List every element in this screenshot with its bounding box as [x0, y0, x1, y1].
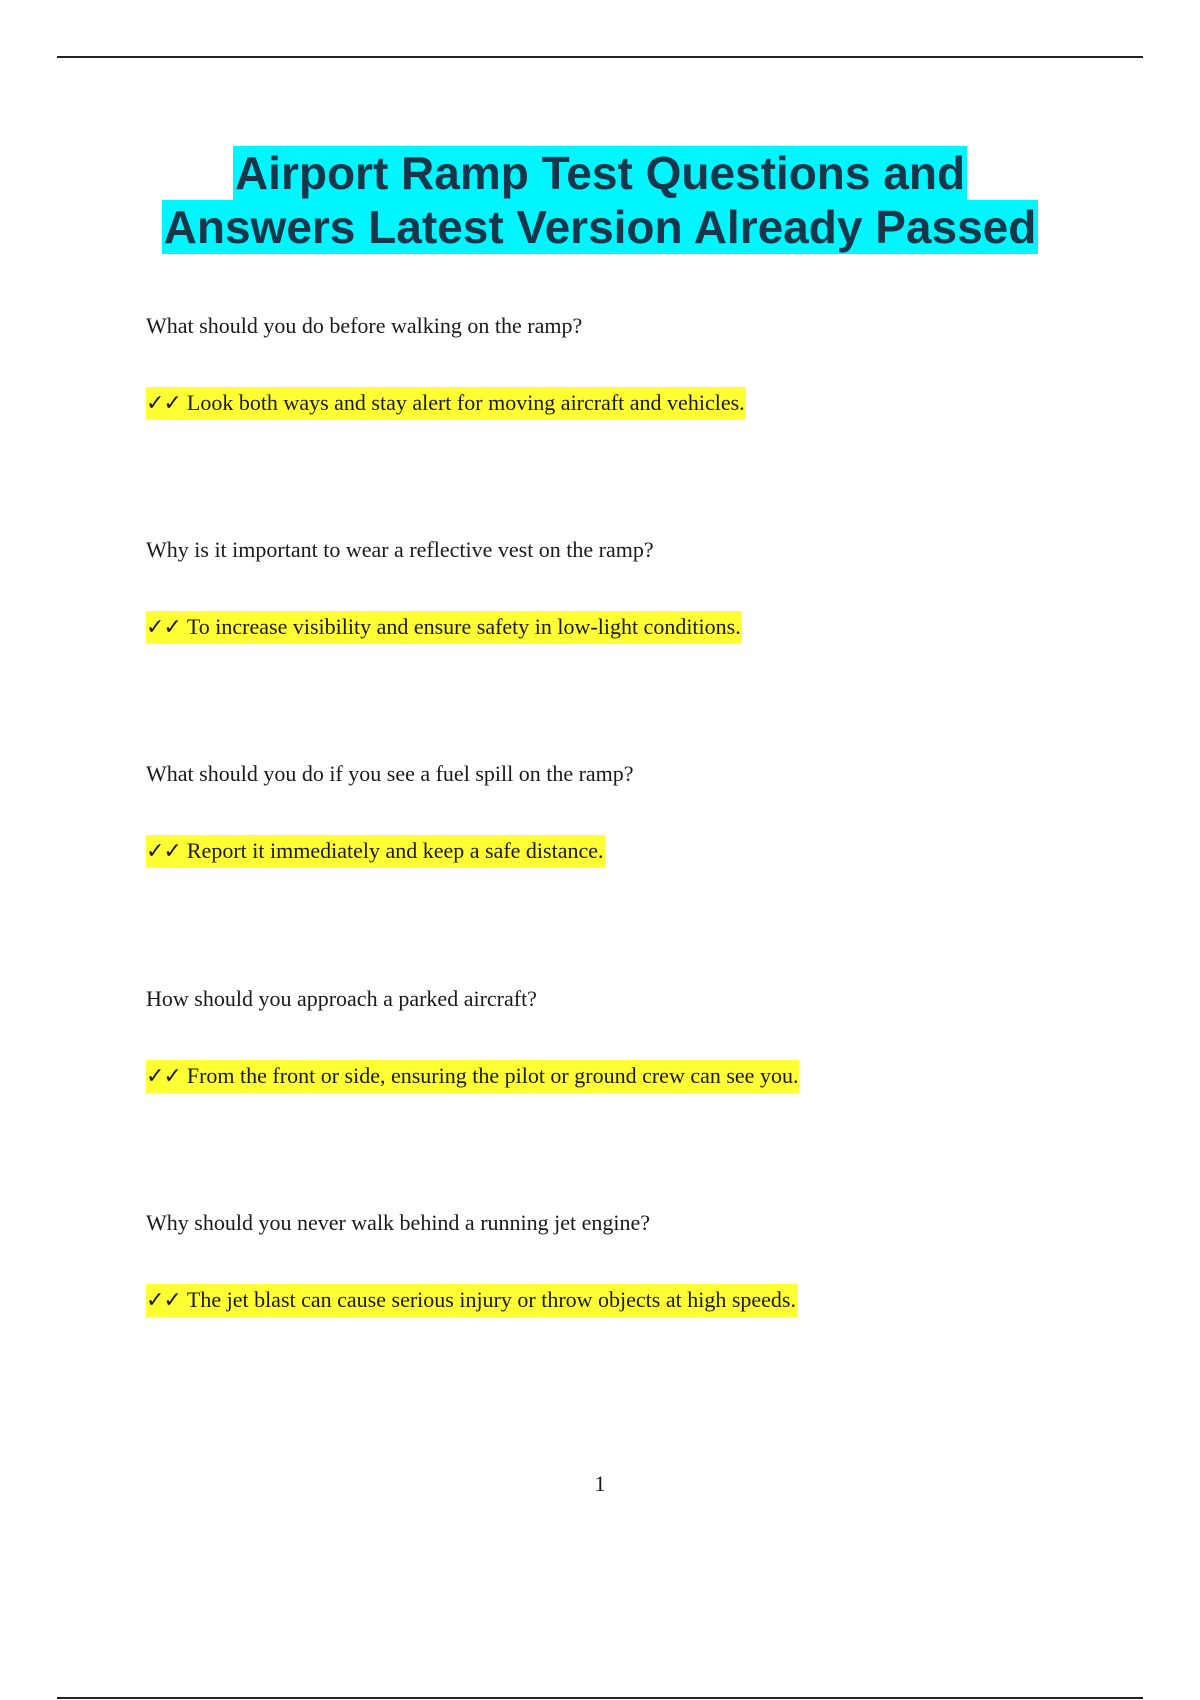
question-text: Why should you never walk behind a running jet engine? [146, 1210, 651, 1235]
document-title [0, 146, 1200, 254]
answer-text [146, 1060, 799, 1093]
qa-item-5 [146, 1209, 1106, 1313]
answer-label: From the front or side, ensuring the pilot or ground crew can see you. [186, 1063, 799, 1088]
check-mark-icon: ✓✓ [146, 839, 181, 864]
check-mark-icon: ✓✓ [146, 1064, 181, 1089]
question-text: What should you do before walking on the ramp? [146, 313, 583, 338]
answer-text [146, 835, 605, 868]
answer-label: The jet blast can cause serious injury or throw objects at high speeds. [186, 1287, 796, 1312]
qa-item-4 [146, 985, 1106, 1089]
qa-item-3 [146, 760, 1106, 864]
check-mark-icon: ✓✓ [146, 1288, 181, 1313]
title-line-2: Answers Latest Version Already Passed [163, 201, 1037, 253]
check-mark-icon: ✓✓ [146, 391, 181, 416]
answer-label: To increase visibility and ensure safety in low-light conditions. [186, 614, 741, 639]
answer-label: Report it immediately and keep a safe distance. [186, 838, 604, 863]
top-rule [57, 56, 1143, 58]
answer-text [146, 1284, 797, 1317]
question-text: Why is it important to wear a reflective vest on the ramp? [146, 537, 654, 562]
title-line-1: Airport Ramp Test Questions and [234, 147, 966, 199]
check-mark-icon: ✓✓ [146, 615, 181, 640]
answer-text [146, 611, 742, 644]
question-text: What should you do if you see a fuel spill on the ramp? [146, 761, 634, 786]
qa-item-1 [146, 312, 1106, 416]
question-text: How should you approach a parked aircraft? [146, 986, 537, 1011]
answer-label: Look both ways and stay alert for moving aircraft and vehicles. [186, 390, 745, 415]
bottom-rule [57, 1697, 1143, 1699]
answer-text [146, 387, 746, 420]
page-number: 1 [594, 1471, 606, 1496]
qa-item-2 [146, 536, 1106, 640]
